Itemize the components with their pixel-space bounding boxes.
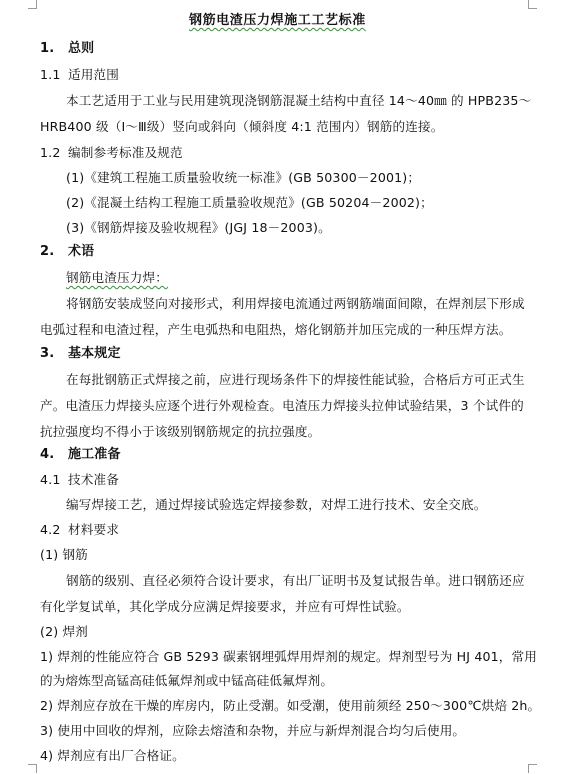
reference-item: (2)《混凝土结构工程施工质量验收规范》(GB 50204－2002)；	[66, 195, 433, 210]
basic-rules-line-1: 在每批钢筋正式焊接之前，应进行现场条件下的焊接性能试验，合格后方可正式生	[66, 372, 525, 387]
scope-paragraph-line-1: 本工艺适用于工业与民用建筑现浇钢筋混凝土结构中直径 14～40㎜ 的 HPB235～	[66, 93, 532, 108]
section-3-number: 3.	[40, 346, 55, 361]
section-4-2-title: 材料要求	[68, 522, 119, 537]
section-4-1-number: 4.1	[40, 472, 61, 487]
document-title: 钢筋电渣压力焊施工工艺标准	[189, 13, 366, 28]
scope-paragraph-line-2: HRB400 级（Ⅰ～Ⅲ级）竖向或斜向（倾斜度 4:1 范围内）钢筋的连接。	[40, 119, 444, 134]
basic-rules-line-2: 产。电渣压力焊接头应逐个进行外观检查。电渣压力焊接头拉伸试验结果，3 个试件的	[40, 398, 524, 413]
section-2-title: 术语	[68, 244, 95, 259]
section-1-number: 1.	[40, 41, 55, 56]
section-1-heading	[40, 41, 94, 57]
section-1-title: 总则	[68, 41, 95, 56]
section-1-1-number: 1.1	[40, 67, 61, 82]
rebar-paragraph-line-1: 钢筋的级别、直径必须符合设计要求，有出厂证明书及复试报告单。进口钢筋还应	[66, 573, 525, 588]
term-definition-line-1: 将钢筋安装成竖向对接形式，利用焊接电流通过两钢筋端面间隙，在焊剂层下形成	[66, 296, 525, 311]
section-4-heading	[40, 447, 121, 463]
rebar-paragraph-line-2: 有化学复试单，其化学成分应满足焊接要求，并应有可焊性试验。	[40, 599, 410, 614]
technical-prep-paragraph: 编写焊接工艺，通过焊接试验选定焊接参数，对焊工进行技术、安全交底。	[66, 497, 487, 512]
rebar-label: (1) 钢筋	[40, 547, 88, 562]
term-definition-line-2: 电弧过程和电渣过程，产生电弧热和电阻热，熔化钢筋并加压完成的一种压焊方法。	[40, 322, 512, 337]
crop-mark-bottom-right	[528, 764, 537, 773]
flux-item-1-line-2: 的为熔炼型高锰高硅低氟焊剂或中锰高硅低氟焊剂。	[40, 673, 334, 688]
flux-item-4: 4) 焊剂应有出厂合格证。	[40, 748, 185, 763]
section-4-2-heading	[40, 522, 119, 538]
flux-item-3: 3) 使用中回收的焊剂，应除去熔渣和杂物，并应与新焊剂混合均匀后使用。	[40, 723, 466, 738]
term-name: 钢筋电渣压力焊：	[66, 270, 168, 285]
flux-item-1-line-1: 1) 焊剂的性能应符合 GB 5293 碳素钢埋弧焊用焊剂的规定。焊剂型号为 HJ 401，常用	[40, 649, 538, 664]
section-1-1-title: 适用范围	[68, 67, 119, 82]
section-3-title: 基本规定	[68, 346, 121, 361]
section-2-heading	[40, 244, 94, 260]
section-2-number: 2.	[40, 244, 55, 259]
section-1-2-number: 1.2	[40, 145, 61, 160]
section-3-heading	[40, 346, 121, 362]
crop-mark-top-left	[28, 0, 37, 9]
section-1-2-heading	[40, 145, 183, 161]
section-4-number: 4.	[40, 447, 55, 462]
crop-mark-top-right	[528, 0, 537, 9]
basic-rules-line-3: 抗拉强度均不得小于该级别钢筋规定的抗拉强度。	[40, 424, 321, 439]
reference-item: (1)《建筑工程施工质量验收统一标准》(GB 50300－2001)；	[66, 170, 421, 185]
reference-item: (3)《钢筋焊接及验收规程》(JGJ 18－2003)。	[66, 220, 331, 235]
crop-mark-bottom-left	[28, 764, 37, 773]
flux-label: (2) 焊剂	[40, 624, 88, 639]
section-1-1-heading	[40, 67, 119, 83]
flux-item-2: 2) 焊剂应存放在干燥的库房内，防止受潮。如受潮，使用前须经 250～300℃烘焙 2h。	[40, 698, 541, 713]
section-4-1-title: 技术准备	[68, 472, 119, 487]
section-4-title: 施工准备	[68, 447, 121, 462]
section-4-2-number: 4.2	[40, 522, 61, 537]
section-4-1-heading	[40, 472, 119, 488]
section-1-2-title: 编制参考标准及规范	[68, 145, 183, 160]
